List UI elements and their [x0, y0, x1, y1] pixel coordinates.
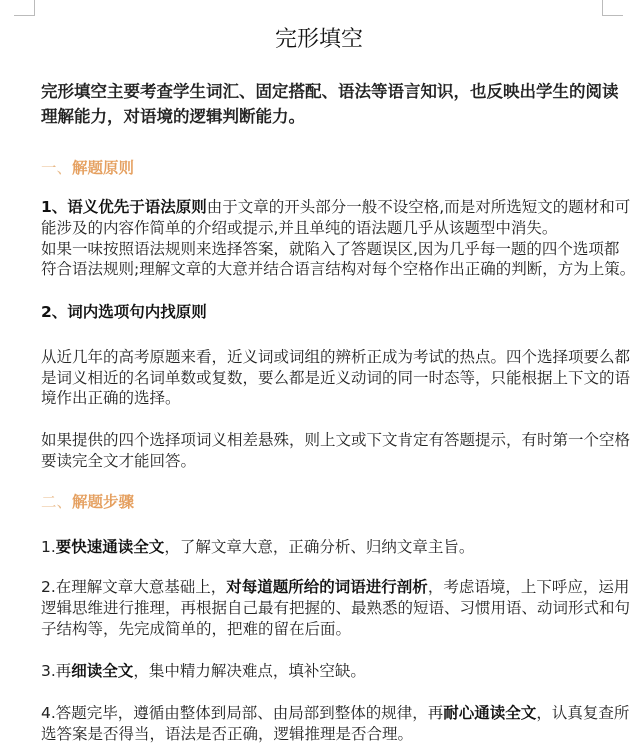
text: 能涉及的内容作简单的介绍或提示,并且单纯的语法题几乎从该题型中消失。 — [41, 219, 558, 237]
text: ，认真复查所 — [536, 704, 630, 722]
text-line — [41, 347, 630, 367]
text: 由于文章的开头部分一般不设空格,而是对所选短文的题材和可 — [206, 198, 631, 216]
bold-text: 解题原则 — [72, 159, 135, 177]
text: 是词义相近的名词单数或复数，要么都是近义动词的同一时态等，只能根据上下文的语 — [41, 369, 631, 387]
text: 一、 — [41, 159, 73, 177]
text: 子结构等，先完成简单的，把难的留在后面。 — [41, 620, 352, 638]
text: 4.答题完毕，遵循由整体到局部、由局部到整体的规律，再 — [41, 704, 444, 722]
text-line — [41, 577, 629, 597]
text: 境作出正确的选择。 — [41, 389, 181, 407]
bold-text: 要快速通读全文 — [55, 538, 165, 556]
text-line — [41, 302, 207, 322]
text-line — [41, 430, 630, 450]
text-line — [41, 703, 629, 723]
text-line — [41, 218, 557, 238]
page-corner-mark-left — [14, 0, 35, 16]
text-line — [41, 388, 181, 408]
text: 要读完全文才能回答。 — [41, 452, 197, 470]
text-line — [41, 197, 630, 217]
bold-text: 理解能力，对语境的逻辑判断能力。 — [41, 107, 305, 126]
bold-text: 2、词内选项句内找原则 — [41, 303, 207, 321]
text: 二、 — [41, 493, 73, 511]
text-line — [41, 259, 635, 279]
text: 2.在理解文章大意基础上， — [41, 578, 227, 596]
text-line — [41, 619, 351, 639]
bold-text: 耐心通读全文 — [443, 704, 537, 722]
text-line — [41, 537, 474, 557]
bold-text: 1、语义优先于语法原则 — [41, 198, 207, 216]
page-corner-mark-right — [602, 0, 623, 16]
bold-text: 对每道题所给的词语进行剖析 — [226, 578, 428, 596]
document-title: 完形填空 — [274, 27, 363, 52]
text: ，集中精力解决难点，填补空缺。 — [133, 662, 366, 680]
text-line — [41, 107, 305, 127]
text: 如果一味按照语法规则来选择答案，就陷入了答题误区,因为几乎每一题的四个选项都 — [41, 240, 620, 258]
text-line — [41, 82, 619, 102]
section-heading — [41, 156, 134, 178]
bold-text: 完形填空主要考查学生词汇、固定搭配、语法等语言知识，也反映出学生的阅读 — [41, 82, 619, 101]
text-line — [41, 368, 630, 388]
text-line — [41, 598, 630, 618]
section-heading — [41, 490, 134, 512]
text: ，了解文章大意，正确分析、归纳文章主旨。 — [164, 538, 475, 556]
text: 如果提供的四个选择项词义相差悬殊，则上文或下文肯定有答题提示，有时第一个空格 — [41, 431, 631, 449]
text: 从近几年的高考原题来看，近义词或词组的辨析正成为考试的热点。四个选择项要么都 — [41, 348, 631, 366]
text: 符合语法规则;理解文章的大意并结合语言结构对每个空格作出正确的判断，方为上策。 — [41, 260, 636, 278]
text-line — [41, 239, 619, 259]
text-line — [41, 451, 196, 471]
text-line — [41, 724, 413, 744]
bold-text: 细读全文 — [71, 662, 134, 680]
text: 1. — [41, 538, 56, 556]
text: 选答案是否得当，语法是否正确，逻辑推理是否合理。 — [41, 725, 414, 743]
text: ，考虑语境，上下呼应，运用 — [427, 578, 630, 596]
text: 3.再 — [41, 662, 72, 680]
bold-text: 解题步骤 — [72, 493, 135, 511]
text: 逻辑思维进行推理，再根据自己最有把握的、最熟悉的短语、习惯用语、动词形式和句 — [41, 599, 631, 617]
text-line — [41, 661, 366, 681]
